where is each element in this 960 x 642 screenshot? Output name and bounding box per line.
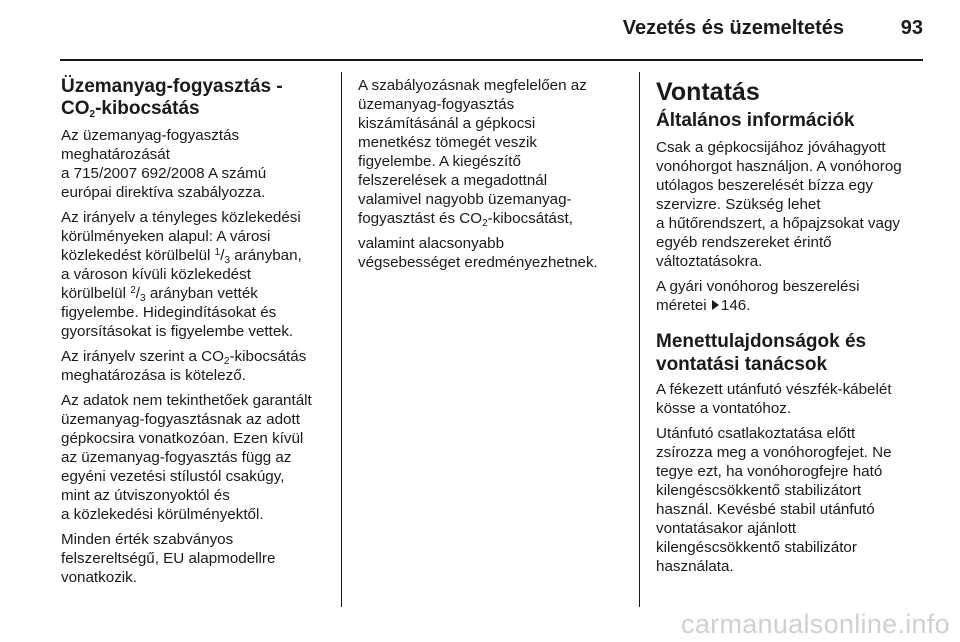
- paragraph: Minden érték szabványos felszereltségű, EU alapmodellre vonatkozik.: [61, 531, 276, 586]
- section-title-towing: Vontatás: [656, 78, 760, 106]
- header-rule: [60, 59, 923, 61]
- paragraph: Az üzemanyag-fogyasztás meghatározását a 715/2007 692/2008 A számú európai direktíva szabályozza.: [61, 127, 267, 201]
- page-reference-link[interactable]: 146.: [720, 297, 751, 314]
- paragraph: A gyári vonóhorog beszerelési méretei 146.: [656, 278, 860, 314]
- section-heading-fuel-consumption: Üzemanyag-fogyasztás - $CO_2$-kibocsátás: [61, 76, 283, 120]
- header-title: Vezetés és üzemeltetés: [622, 17, 844, 39]
- paragraph: Az adatok nem tekinthetőek garantált üzemanyag-fogyasztásnak az adott gépkocsira vonatkozóan. Ezen kívül az üzemanyag-fogyasztás függ az egyéni vezetési stílustól csakúgy, mint az útviszonyoktól és a közlekedési körülményektől.: [61, 392, 312, 523]
- column-2: [358, 76, 638, 278]
- page-reference-arrow-icon: [712, 300, 719, 310]
- column-1: [61, 76, 339, 593]
- subheading-general-info: Általános információk: [656, 110, 855, 131]
- paragraph: Az irányelv szerint a $CO_2$-kibocsátás meghatározása is kötelező.: [61, 348, 307, 384]
- paragraph: valamint alacsonyabb végsebességet eredményezhetnek.: [358, 235, 598, 271]
- page-number: 93: [900, 17, 923, 39]
- paragraph: Csak a gépkocsijához jóváhagyott vonóhorgot használjon. A vonóhorog utólagos beszerelését bízza egy szervizre. Szükség lehet a hűtőrendszert, a hőpajzsokat vagy egyéb rendszereket érintő változtatásokra.: [656, 139, 902, 270]
- column-divider-1: [341, 72, 342, 607]
- column-3: [656, 76, 956, 582]
- paragraph: A szabályozásnak megfelelően az üzemanyag-fogyasztás kiszámításánál a gépkocsi menetkész tömegét veszik figyelembe. A kiegészítő felszerelések a megadottnál valamivel nagyobb üzemanyag- fogyasztást és $CO_2$-kibocsátást,: [358, 77, 587, 229]
- watermark-text: carmanualsonline.info: [681, 609, 950, 639]
- column-divider-2: [639, 72, 640, 607]
- paragraph: A fékezett utánfutó vészfék-kábelét kösse a vontatóhoz.: [656, 381, 892, 417]
- paragraph: Utánfutó csatlakoztatása előtt zsírozza meg a vonóhorogfejet. Ne tegye ezt, ha vonóhorogfejre ható kilengéscsökkentő stabilizátort használ. Kevésbé stabil utánfutó vontatásakor ajánlott kilengéscsökkentő stabilizátor használata.: [656, 425, 892, 575]
- subheading-driving-characteristics: Menettulajdonságok és vontatási tanácsok: [656, 331, 867, 375]
- paragraph: Az irányelv a tényleges közlekedési körülményeken alapul: A városi közlekedést körülbelül $^1/_3$ arányban, a városon kívüli közlekedést körülbelül $^2/_3$ arányban vették figyelembe. Hidegindításokat és gyorsításokat is figyelembe vettek.: [61, 209, 302, 340]
